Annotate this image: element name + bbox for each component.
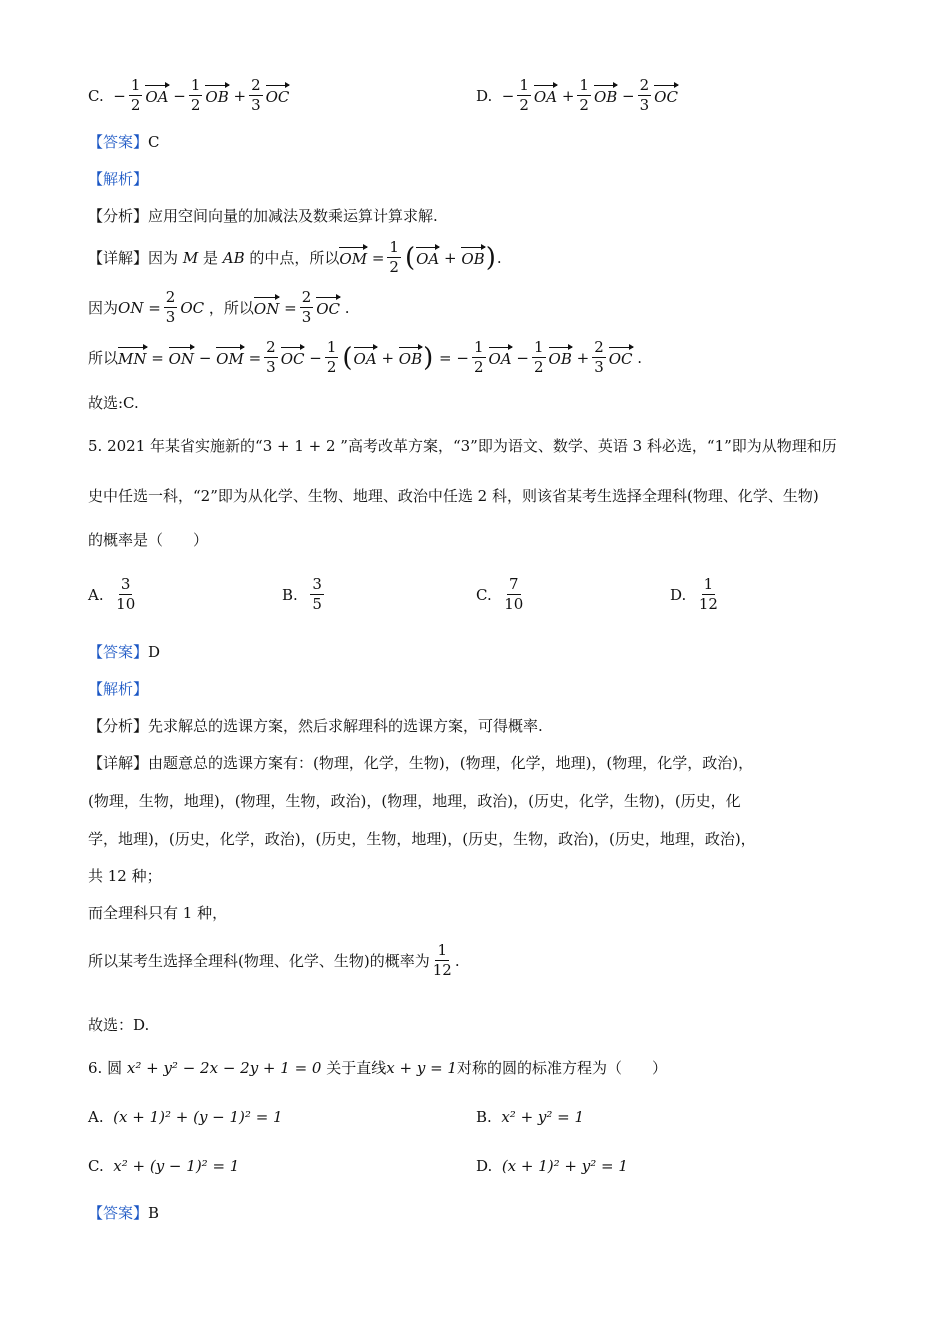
vector-oc: OC: [316, 297, 340, 318]
stem-text: 6. 圆: [88, 1059, 123, 1077]
fraction: $\frac{1}{2}$: [533, 338, 544, 376]
numerator: 3: [120, 575, 131, 593]
option-equation: x² + y² = 1: [501, 1108, 585, 1126]
denominator: 12: [432, 961, 452, 979]
option-label: D.: [476, 86, 493, 105]
numerator: 1: [579, 76, 589, 94]
text: ，所以: [208, 299, 254, 317]
text: 所以: [88, 349, 119, 367]
fraction: $\frac{2}{3}$: [301, 288, 312, 326]
denominator: 2: [519, 96, 529, 114]
q5-option-b: [282, 577, 327, 612]
fraction: [504, 577, 523, 612]
q6-option-c: [88, 1157, 239, 1175]
q6-option-a: [88, 1108, 283, 1126]
q6-answer: [88, 1203, 159, 1223]
detail-text: 由题意总的选课方案有：(物理，化学，生物)，(物理，化学，地理)，(物理，化学，政治)，: [148, 754, 754, 772]
q5-detail-4: 共 12 种；: [88, 867, 162, 885]
fraction: [699, 577, 718, 612]
q5-stem-line-2: 史中任选一科，“2”即为从化学、生物、地理、政治中任选 2 科，则该省某考生选择全理科(物理、化学、生物): [88, 487, 819, 505]
denominator: 5: [312, 595, 322, 613]
answer-tag: 【答案】: [88, 133, 149, 151]
numerator: 1: [703, 575, 714, 593]
vector-om: OM: [339, 247, 367, 268]
text: 是: [202, 249, 218, 267]
fraction: [577, 78, 591, 113]
option-equation: (x + 1)² + (y − 1)² = 1: [113, 1108, 283, 1126]
vector-oc: OC: [266, 85, 290, 106]
q5-analysis-tag: [88, 679, 148, 699]
vector-oc: OC: [654, 85, 678, 106]
q5-stem-line-3: 的概率是（ ）: [88, 531, 209, 549]
q6-option-b: [476, 1108, 584, 1126]
denominator: 3: [639, 96, 650, 114]
answer-value: C: [148, 133, 160, 151]
fraction: [189, 78, 203, 113]
vector-oc: OC: [609, 347, 633, 368]
q5-detail-3: 学，地理)，(历史，化学，政治)，(历史，生物，地理)，(历史，生物，政治)，(历史，地理，政治)，: [88, 830, 756, 848]
option-label: B.: [476, 1108, 492, 1126]
fraction: $\frac{1}{2}$: [389, 238, 399, 276]
line-equation: x + y = 1: [386, 1059, 457, 1077]
q5-detail-2: (物理，生物，地理)，(物理，生物，政治)，(物理，地理，政治)，(历史，化学，生物)，(历史，化: [88, 792, 741, 810]
vector-oa: OA: [534, 85, 557, 106]
numerator: 2: [639, 76, 650, 94]
numerator: 1: [190, 76, 201, 94]
q4-conclusion: 故选:C.: [88, 394, 139, 412]
vector-mn: MN: [118, 347, 146, 368]
vector-om: OM: [216, 347, 244, 368]
fraction: $\frac{2}{3}$: [266, 338, 276, 376]
fraction: [249, 78, 263, 113]
answer-value: D: [148, 643, 161, 661]
detail-tag: 【详解】: [88, 249, 149, 267]
numerator: 1: [130, 76, 141, 94]
vector-ob: OB: [549, 347, 572, 368]
detail-tag: 【详解】: [88, 754, 149, 772]
denominator: 12: [698, 595, 718, 613]
fraction: [116, 577, 135, 612]
text: 的中点，所以: [249, 249, 340, 267]
q4-answer: [88, 132, 160, 152]
q5-conclusion: 故选：D.: [88, 1016, 150, 1034]
denominator: 10: [504, 595, 524, 613]
q5-detail-6: 所以某考生选择全理科(物理、化学、生物)的概率为 $\frac{1}{12}$ .: [88, 941, 460, 979]
stem-text: 关于直线: [326, 1059, 387, 1077]
option-equation: x² + (y − 1)² = 1: [113, 1157, 240, 1175]
analysis-tag: 【解析】: [88, 680, 149, 698]
vector-on: ON: [254, 297, 279, 318]
option-label: C.: [88, 1157, 104, 1175]
denominator: 2: [579, 96, 589, 114]
answer-tag: 【答案】: [88, 643, 149, 661]
q6-stem: [88, 1058, 667, 1078]
analysis-tag: 【解析】: [88, 170, 149, 188]
q5-option-d: [670, 577, 721, 612]
vector-ob: OB: [594, 85, 617, 106]
denominator: 3: [251, 96, 261, 114]
q4-option-d: D. − $\frac{1}{2}$ OA + $\frac{1}{2}$ OB − $\frac{2}{3}$ OC: [476, 76, 678, 114]
q4-analysis-tag: [88, 169, 148, 189]
fraction: [433, 943, 452, 978]
detail-text: 所以某考生选择全理科(物理、化学、生物)的概率为: [88, 952, 430, 970]
fenxi-text: 应用空间向量的加减法及数乘运算计算求解.: [148, 207, 438, 225]
option-equation: (x + 1)² + y² = 1: [501, 1157, 628, 1175]
fraction: $\frac{2}{3}$: [594, 338, 604, 376]
option-label: D.: [476, 1157, 493, 1175]
fenxi-tag: 【分析】: [88, 207, 149, 225]
answer-tag: 【答案】: [88, 1204, 149, 1222]
denominator: 2: [130, 96, 141, 114]
q4-detail-line-1: 【详解】 因为 M 是 AB 的中点，所以 OM = $\frac{1}{2}$ ( OA + OB ) .: [88, 238, 502, 276]
stem-text: 对称的圆的标准方程为（ ）: [456, 1059, 667, 1077]
q6-option-d: [476, 1157, 628, 1175]
q5-stem-line-1: 5. 2021 年某省实施新的“3 + 1 + 2 ”高考改革方案，“3”即为语文、数学、英语 3 科必选，“1”即为从物理和历: [88, 437, 837, 455]
text: 因为: [88, 299, 119, 317]
option-label: D.: [670, 585, 687, 604]
numerator: 3: [312, 575, 322, 593]
vector-ob: OB: [461, 247, 484, 268]
option-label: A.: [88, 1108, 104, 1126]
text: 因为: [148, 249, 179, 267]
fraction: $\frac{2}{3}$: [165, 288, 176, 326]
denominator: 10: [116, 595, 136, 613]
q5-detail-5: 而全理科只有 1 种，: [88, 904, 228, 922]
vector-oa: OA: [416, 247, 439, 268]
answer-value: B: [148, 1204, 160, 1222]
option-label: C.: [476, 585, 492, 604]
vector-ob: OB: [205, 85, 228, 106]
q4-detail-line-3: 所以 MN = ON − OM = $\frac{2}{3}$ OC − $\frac{1}{2}$ ( OA + OB ) = − $\frac{1}{2}$ OA − $\frac{1}{2}$ OB + $\frac{2}{3}$ OC .: [88, 338, 643, 376]
circle-equation: x² + y² − 2x − 2y + 1 = 0: [126, 1059, 322, 1077]
vector-ob: OB: [399, 347, 422, 368]
q4-fenxi: [88, 206, 438, 226]
fraction: $\frac{1}{2}$: [473, 338, 484, 376]
fraction: [129, 78, 143, 113]
numerator: 1: [437, 941, 448, 959]
option-label: B.: [282, 585, 298, 604]
denominator: 2: [190, 96, 201, 114]
q4-detail-line-2: 因为 ON = $\frac{2}{3}$ OC ，所以 ON = $\frac{2}{3}$ OC .: [88, 288, 350, 326]
vector-oa: OA: [354, 347, 377, 368]
fenxi-tag: 【分析】: [88, 717, 149, 735]
option-label: C.: [88, 86, 104, 105]
fraction: [310, 577, 324, 612]
q5-answer: [88, 642, 160, 662]
q5-option-c: [476, 577, 526, 612]
vector-on: ON: [169, 347, 194, 368]
q5-detail-1: [88, 753, 753, 773]
option-label: A.: [88, 585, 104, 604]
fraction: [517, 78, 531, 113]
numerator: 2: [251, 76, 261, 94]
fenxi-text: 先求解总的选课方案，然后求解理科的选课方案，可得概率.: [148, 717, 543, 735]
numerator: 1: [519, 76, 529, 94]
q5-fenxi: [88, 716, 543, 736]
fraction: [638, 78, 652, 113]
vector-oa: OA: [489, 347, 512, 368]
numerator: 7: [509, 575, 519, 593]
fraction: $\frac{1}{2}$: [326, 338, 337, 376]
vector-oc: OC: [281, 347, 305, 368]
q5-option-a: [88, 577, 138, 612]
vector-oa: OA: [145, 85, 168, 106]
q4-option-c: C. − $\frac{1}{2}$ OA − $\frac{1}{2}$ OB + $\frac{2}{3}$ OC: [88, 76, 290, 114]
